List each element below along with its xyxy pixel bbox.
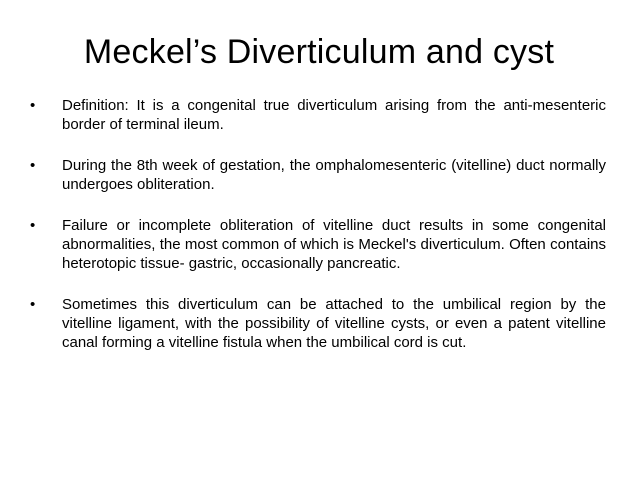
bullet-icon: • — [30, 217, 36, 234]
bullet-item-umbilical-attachment — [30, 295, 606, 352]
bullet-text: During the 8th week of gestation, the omphalomesenteric (vitelline) duct normally undergoes obliteration. — [62, 157, 606, 193]
bullet-text: Definition: It is a congenital true diverticulum arising from the anti-mesenteric border of terminal ileum. — [62, 97, 606, 133]
bullet-item-obliteration-failure — [30, 216, 606, 273]
bullet-list — [30, 96, 606, 374]
bullet-text: Failure or incomplete obliteration of vitelline duct results in some congenital abnormalities, the most common of which is Meckel's diverticulum. Often contains heterotopic tissue- gastric, occasionally pancreatic. — [62, 217, 606, 272]
bullet-icon: • — [30, 157, 36, 174]
bullet-icon: • — [30, 97, 36, 114]
bullet-item-gestation — [30, 156, 606, 194]
slide-title: Meckel’s Diverticulum and cyst — [83, 33, 555, 71]
bullet-text: Sometimes this diverticulum can be attached to the umbilical region by the vitelline ligament, with the possibility of vitelline cysts, or even a patent vitelline canal forming a vitelline fistula when the umbilical cord is cut. — [62, 296, 606, 351]
bullet-item-definition — [30, 96, 606, 134]
bullet-icon: • — [30, 296, 36, 313]
